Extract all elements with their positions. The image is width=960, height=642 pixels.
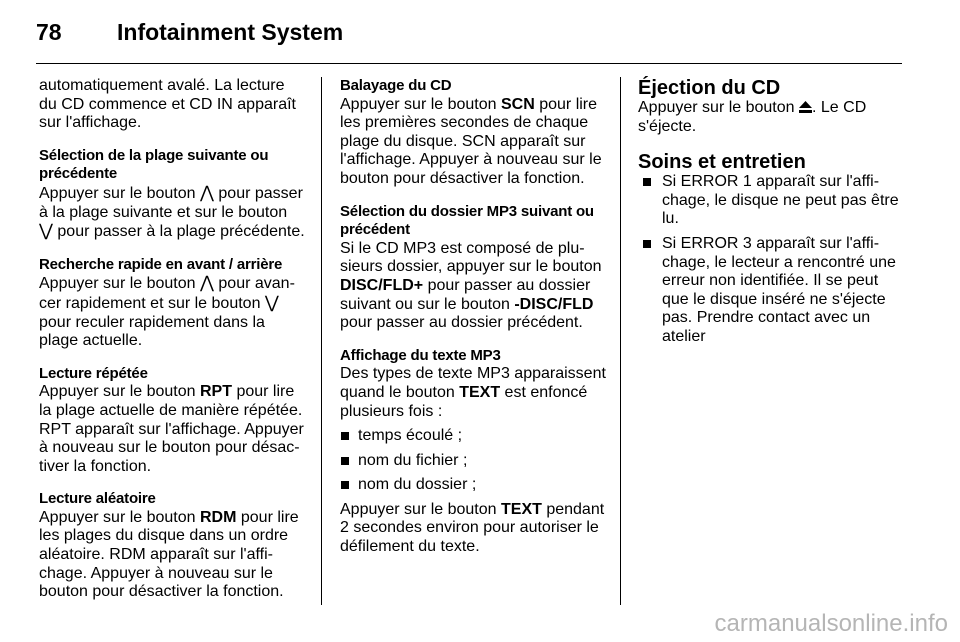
column-divider-1 [321,77,322,605]
backward-icon: ⋁ [264,292,279,312]
scan-text: Appuyer sur le bouton SCN pour lire les premières secondes de chaque plage du disque. SCN apparaît sur l'affichage. Appuyer à nouveau sur le bouton pour désactiver la fonction. [340,95,602,187]
scn-button-label: SCN [501,95,535,113]
section-title-fast-search: Recherche rapide en avant / arrière [39,255,283,273]
mp3-text-list [340,427,606,495]
section-title-care: Soins et entretien [638,151,806,174]
section-title-random: Lecture aléatoire [39,490,156,508]
intro-paragraph: automatiquement avalé. La lecture du CD commence et CD IN apparaît sur l'affichage. [39,77,296,132]
next-track-icon: ⋀ [200,182,214,202]
page-number: 78 [36,19,62,45]
column-2 [340,77,606,571]
section-title-scan: Balayage du CD [340,77,452,94]
section-title-eject: Éjection du CD [638,77,781,99]
fast-search-text: Appuyer sur le bouton ⋀ pour avancer rapidement et sur le bouton ⋁ pour reculer rapidement dans la plage actuelle. [39,273,295,350]
list-item: nom du dossier ; [340,476,606,495]
watermark: carmanualsonline.info [714,610,948,637]
forward-icon: ⋀ [200,273,214,293]
bullet-icon [341,481,349,489]
section-title-repeat: Lecture répétée [39,364,148,382]
header-divider [36,63,902,64]
prev-track-icon: ⋁ [39,221,53,241]
list-item: Si ERROR 1 apparaît sur l'affichage, le disque ne peut pas être lu. [638,173,904,229]
mp3-folder-text: Si le CD MP3 est composé de plusieurs dossier, appuyer sur le bouton DISC/FLD+ pour passer au dossier suivant ou sur le bouton -DISC/FLD pour passer au dossier précédent. [340,239,602,332]
repeat-text: Appuyer sur le bouton RPT pour lire la plage actuelle de manière répétée. RPT apparaît sur l'affichage. Appuyer à nouveau sur le bouton pour désactiver la fonction. [39,383,304,475]
care-list [638,173,904,346]
random-text: Appuyer sur le bouton RDM pour lire les plages du disque dans un ordre aléatoire. RDM apparaît sur l'affichage. Appuyer à nouveau sur le bouton pour désactiver la fonction. [39,508,299,601]
rpt-button-label: RPT [200,383,232,401]
bullet-icon [643,178,651,186]
disc-fld-plus-label: DISC/FLD+ [340,276,424,294]
eject-icon [799,101,812,113]
list-item: Si ERROR 3 apparaît sur l'affichage, le lecteur a rencontré une erreur non identifiée. Il se peut que le disque inséré ne s'éjecte pas. Prendre contact avec un atelier [638,235,904,347]
bullet-icon [341,457,349,465]
mp3-text-intro: Des types de texte MP3 apparaissent quand le bouton TEXT est enfoncé plusieurs fois : [340,365,606,420]
bullet-icon [341,432,349,440]
column-1 [39,77,305,616]
track-selection-text: Appuyer sur le bouton ⋀ pour passer à la plage suivante et sur le bouton ⋁ pour passer à la plage précédente. [39,182,305,241]
list-item: temps écoulé ; [340,427,606,446]
section-title-track-selection: Sélection de la plage suivante ou précédente [39,146,269,183]
page-title: Infotainment System [117,19,344,45]
section-title-mp3-folder: Sélection du dossier MP3 suivant ou précédent [340,202,594,239]
column-divider-2 [620,77,621,605]
eject-text: Appuyer sur le bouton . Le CD s'éjecte. [638,99,867,135]
section-title-mp3-text: Affichage du texte MP3 [340,346,501,364]
text-button-label-2: TEXT [501,500,542,518]
text-scroll-paragraph: Appuyer sur le bouton TEXT pendant 2 secondes environ pour autoriser le défilement du texte. [340,500,605,556]
column-3 [638,77,904,353]
disc-fld-minus-label: -DISC/FLD [514,295,594,313]
text-button-label: TEXT [459,383,501,401]
bullet-icon [643,240,651,248]
list-item: nom du fichier ; [340,452,606,471]
rdm-button-label: RDM [200,508,237,526]
